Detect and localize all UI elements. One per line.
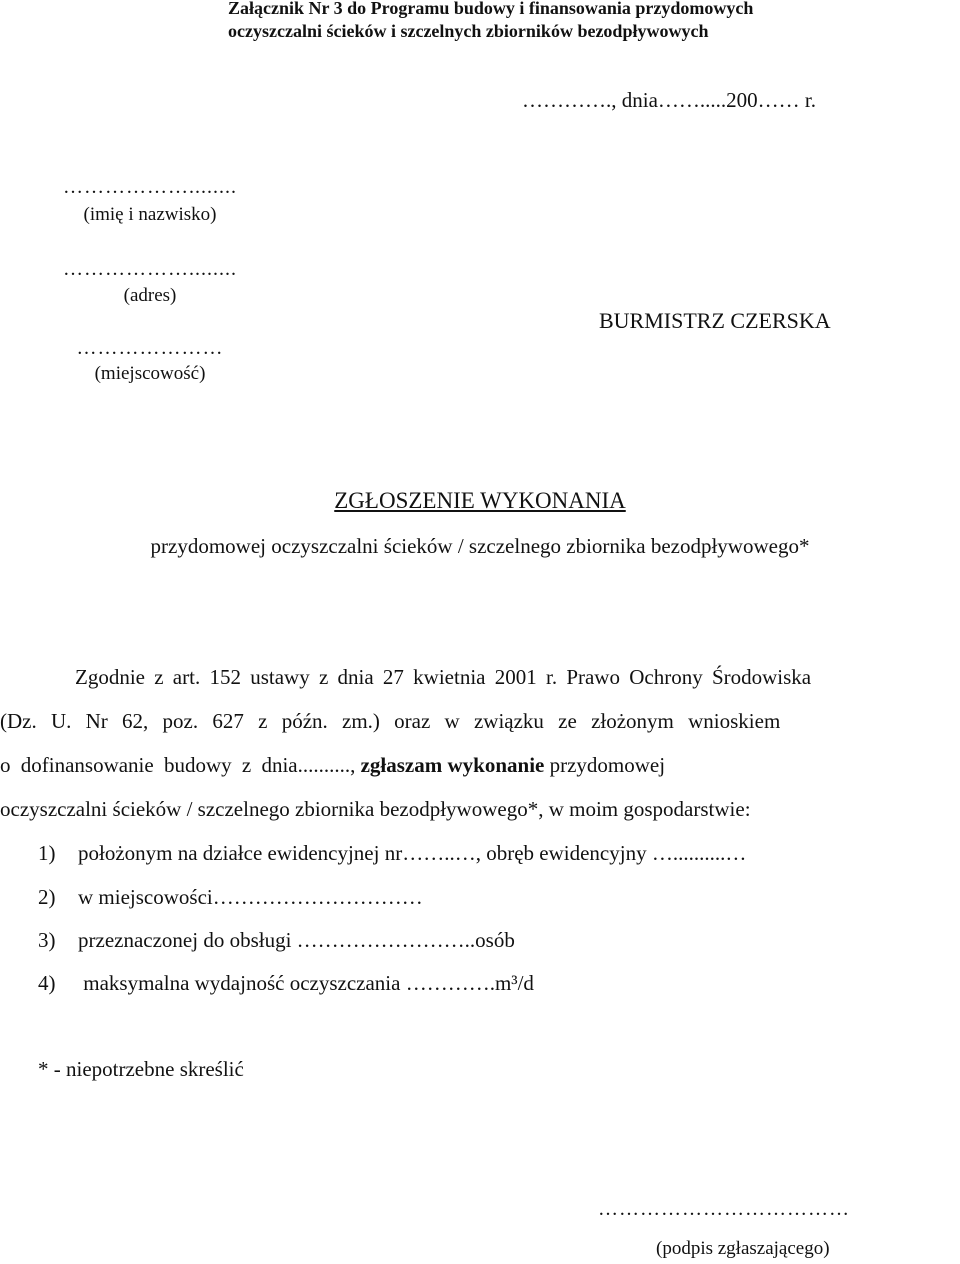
item-number: 3): [38, 928, 56, 952]
list-item: [38, 885, 423, 910]
place-label: (miejscowość): [94, 363, 206, 384]
item-text: położonym na działce ewidencyjnej nr……..…, obręb ewidencyjny …..........…: [78, 841, 747, 865]
item-number: 1): [38, 841, 56, 865]
paragraph-line-4: oczyszczalni ścieków / szczelnego zbiornika bezodpływowego*, w moim gospodarstwie:: [0, 797, 751, 821]
signature-dots: ………………………………: [598, 1198, 850, 1220]
attachment-header-line1: Załącznik Nr 3 do Programu budowy i finansowania przydomowych: [228, 0, 754, 18]
item-number: 2): [38, 885, 56, 909]
paragraph-text: przydomowej: [549, 753, 666, 777]
item-text: w miejscowości…………………………: [78, 885, 423, 909]
address-label: (adres): [123, 285, 177, 306]
item-text: maksymalna wydajność oczyszczania ………….m³/d: [78, 971, 534, 995]
document-subtitle: przydomowej oczyszczalni ścieków / szczelnego zbiornika bezodpływowego*: [150, 534, 810, 558]
paragraph-text: (Dz. U. Nr 62, poz. 627 z późn. zm.) oraz w związku ze złożonym wnioskiem: [0, 709, 781, 733]
document-title: ZGŁOSZENIE WYKONANIA: [334, 488, 626, 513]
addressee: BURMISTRZ CZERSKA: [599, 308, 831, 333]
list-item: [38, 841, 746, 866]
signature-label: (podpis zgłaszającego): [656, 1238, 830, 1259]
address-dots: ………………........: [63, 258, 237, 280]
paragraph-line-3: [0, 753, 956, 778]
bold-phrase: zgłaszam wykonanie: [360, 753, 545, 777]
paragraph-text: Zgodnie z art. 152 ustawy z dnia 27 kwietnia 2001 r. Prawo Ochrony Środowiska: [75, 665, 812, 689]
place-dots: …………………: [76, 337, 224, 359]
name-label: (imię i nazwisko): [83, 204, 217, 225]
footnote: * - niepotrzebne skreślić: [38, 1057, 244, 1081]
paragraph-line-1: [75, 665, 955, 690]
item-text: przeznaczonej do obsługi ……………………..osób: [78, 928, 515, 952]
attachment-header-line2: oczyszczalni ścieków i szczelnych zbiorników bezodpływowych: [228, 21, 709, 41]
name-dots: ………………........: [63, 176, 237, 198]
list-item: [38, 971, 534, 996]
paragraph-text: o dofinansowanie budowy z dnia..........,: [0, 753, 356, 777]
item-number: 4): [38, 971, 56, 995]
list-item: [38, 928, 515, 953]
paragraph-line-2: [0, 709, 956, 734]
date-line: …………., dnia…….....200…… r.: [522, 88, 816, 112]
